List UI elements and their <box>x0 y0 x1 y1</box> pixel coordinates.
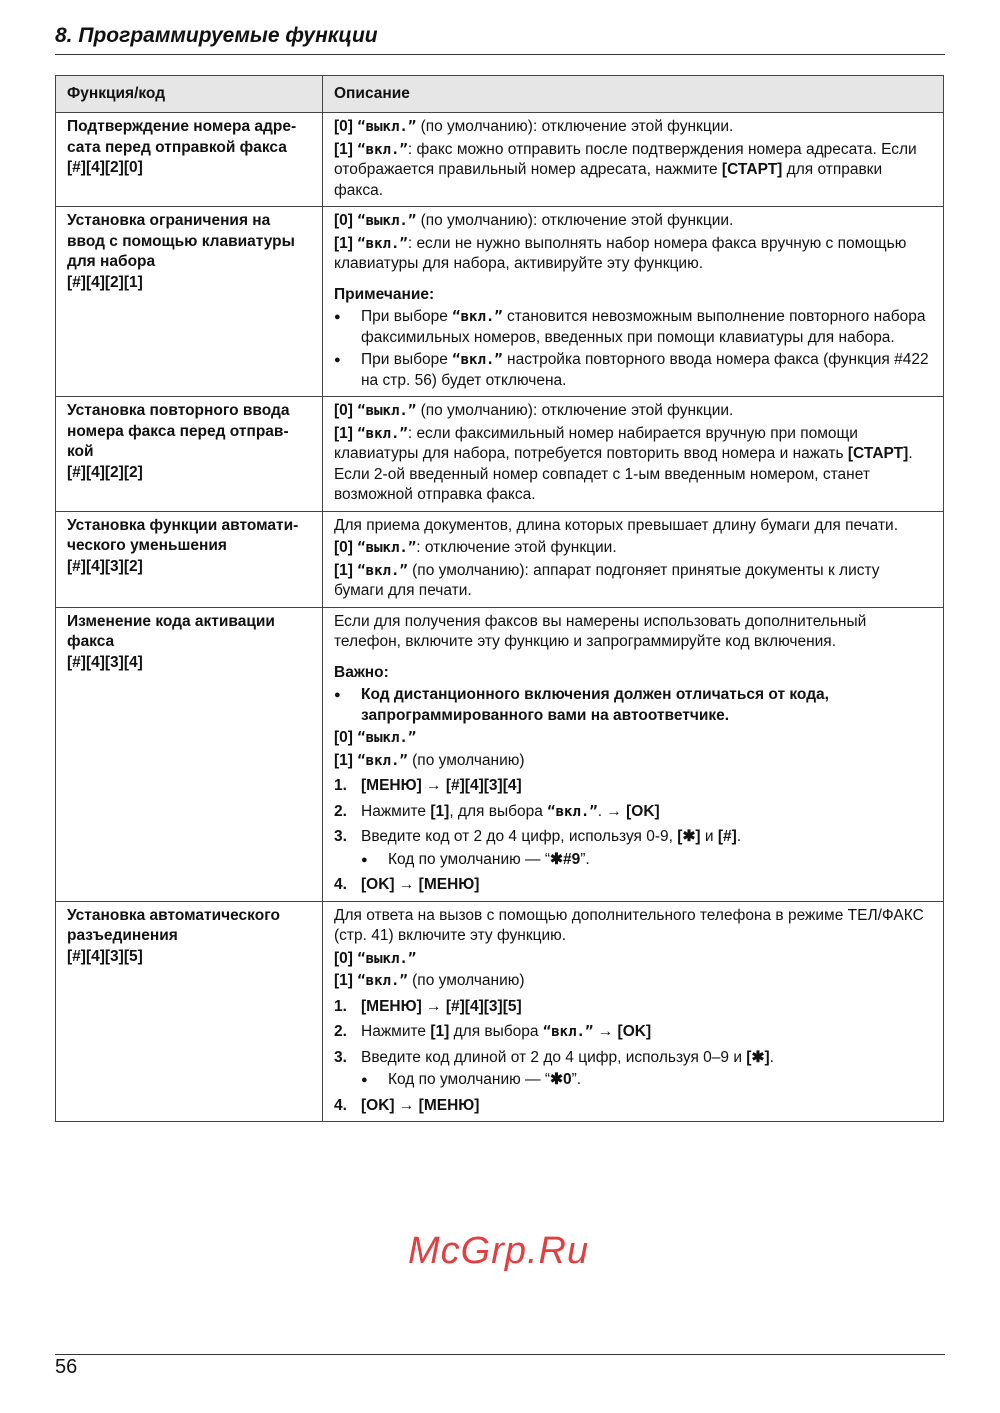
text-segment: Важно: <box>334 663 389 681</box>
key-label: [0] <box>334 729 358 746</box>
display-text: “вкл.” <box>357 973 408 989</box>
text-segment: : если не нужно выполнять набор номера факса вручную с помощью клавиатуры для набора, активируйте эту функцию. <box>334 234 907 272</box>
text-segment: . Если 2-ой введенный номер совпадет с 1-ым введенным номером, станет возможной отправка факса. <box>334 445 913 503</box>
description-cell <box>323 397 944 512</box>
description-line <box>334 685 932 726</box>
key-label: [OK] <box>626 802 660 820</box>
function-name-line: разъединения <box>67 927 178 944</box>
key-label: [СТАРТ] <box>721 161 783 178</box>
description-line <box>334 350 932 391</box>
display-text: “выкл.” <box>357 540 417 556</box>
table-row <box>56 207 944 397</box>
text-segment: . → <box>597 802 627 820</box>
key-label: [1] <box>430 1023 450 1040</box>
description-cell <box>323 901 944 1122</box>
function-cell <box>56 511 323 607</box>
key-label: [1] <box>430 802 450 820</box>
text-segment: Введите код длиной от 2 до 4 цифр, используя 0–9 и <box>361 1048 747 1066</box>
description-line <box>334 827 932 848</box>
display-text: “вкл.” <box>452 352 503 368</box>
function-name-line: Установка повторного ввода <box>67 402 290 419</box>
text-segment: Введите код от 2 до 4 цифр, используя 0-9, <box>361 828 678 845</box>
text-segment: Код дистанционного включения должен отличаться от кода, запрограммированного вами на автоответчике. <box>361 686 829 724</box>
function-name-line: для набора <box>67 253 156 270</box>
description-line <box>334 140 932 202</box>
key-label: [0] <box>334 118 358 135</box>
key-label: [✱] <box>746 1048 770 1066</box>
description-line <box>334 802 932 823</box>
key-label: [1] <box>334 424 358 442</box>
key-label: [СТАРТ] <box>847 445 909 462</box>
description-cell <box>323 511 944 607</box>
display-text: “вкл.” <box>357 235 408 252</box>
key-label: [0] <box>334 949 358 967</box>
function-cell <box>56 207 323 397</box>
function-name-line: Изменение кода активации <box>67 612 275 630</box>
display-text: “вкл.” <box>357 425 408 442</box>
step-number: 3. <box>334 1048 347 1066</box>
key-label: [0] <box>334 402 358 419</box>
step-number: 4. <box>334 876 347 893</box>
bullet-icon: ● <box>334 354 341 366</box>
text-segment: (по умолчанию): отключение этой функции. <box>416 212 734 229</box>
key-label: [МЕНЮ] → [#][4][3][4] <box>361 777 522 794</box>
text-segment: (по умолчанию) <box>407 751 525 769</box>
function-name-line: кой <box>67 443 94 460</box>
function-cell <box>56 607 323 901</box>
key-label: [OK] → [МЕНЮ] <box>361 1096 480 1114</box>
key-label: [✱] <box>677 828 701 845</box>
display-text: “выкл.” <box>357 403 417 419</box>
function-name-line: [#][4][2][2] <box>67 463 143 481</box>
description-line <box>334 1070 932 1091</box>
key-label: [1] <box>334 234 358 252</box>
key-label: [#] <box>717 828 737 845</box>
key-label: [1] <box>334 751 358 769</box>
key-label: [1] <box>334 140 358 158</box>
step-number: 2. <box>334 1023 347 1040</box>
step-number: 3. <box>334 828 347 845</box>
display-text: “выкл.” <box>357 213 417 229</box>
text-segment: Для ответа на вызов с помощью дополнительного телефона в режиме ТЕЛ/ФАКС (стр. 41) включите эту функцию. <box>334 906 924 944</box>
table-row <box>56 511 944 607</box>
table-header-row <box>56 76 944 113</box>
step-number: 2. <box>334 802 347 820</box>
text-segment: : факс можно отправить после подтверждения номера адресата. Если отображается правильный номер адресата, нажмите <box>334 140 917 178</box>
text-segment: ”. <box>580 850 590 868</box>
text-segment: Код по умолчанию — “ <box>388 1071 551 1088</box>
text-segment: . <box>769 1048 774 1066</box>
description-line <box>334 906 932 947</box>
section-title: 8. Программируемые функции <box>55 24 378 47</box>
text-segment: ”. <box>571 1071 582 1088</box>
description-line <box>334 612 932 653</box>
watermark-logo: McGrp.Ru <box>408 1230 590 1272</box>
text-segment: (по умолчанию): аппарат подгоняет принятые документы к листу бумаги для печати. <box>334 561 880 599</box>
key-label: [0] <box>334 539 358 556</box>
function-name-line: сата перед отправкой факса <box>67 138 287 156</box>
function-name-line: ввод с помощью клавиатуры <box>67 232 295 250</box>
text-segment: ✱#9 <box>550 850 581 868</box>
description-line <box>334 875 932 896</box>
description-line <box>334 751 932 772</box>
text-segment: , для выбора <box>449 802 548 820</box>
description-line <box>334 850 932 871</box>
function-cell <box>56 901 323 1122</box>
function-name-line: факса <box>67 633 115 650</box>
function-name-line: [#][4][3][4] <box>67 653 143 671</box>
description-line <box>334 561 932 602</box>
description-cell <box>323 607 944 901</box>
key-label: [1] <box>334 561 358 579</box>
bullet-icon: ● <box>334 689 341 701</box>
description-line <box>334 1022 932 1043</box>
table-row <box>56 397 944 512</box>
description-line <box>334 117 932 138</box>
page-number: 56 <box>55 1356 78 1378</box>
description-line <box>334 538 932 559</box>
text-segment: : если факсимильный номер набирается вручную при помощи клавиатуры для набора, потребуется повторить ввод номера и нажать <box>334 424 858 462</box>
text-segment: для отправки факса. <box>334 161 883 199</box>
text-segment: : отключение этой функции. <box>416 539 617 556</box>
display-text: “вкл.” <box>452 309 503 325</box>
text-segment: Для приема документов, длина которых превышает длину бумаги для печати. <box>334 516 899 534</box>
table-row <box>56 901 944 1122</box>
text-segment: → <box>593 1023 618 1040</box>
text-segment: При выборе <box>361 351 453 368</box>
text-segment: При выборе <box>361 308 453 325</box>
text-segment: (по умолчанию): отключение этой функции. <box>416 402 734 419</box>
column-header-function: Функция/код <box>56 76 323 113</box>
display-text: “вкл.” <box>542 1024 594 1040</box>
description-line <box>334 728 932 749</box>
description-line <box>334 1048 932 1069</box>
description-cell <box>323 113 944 207</box>
table-row <box>56 113 944 207</box>
function-name-line: ческого уменьшения <box>67 537 227 554</box>
key-label: [OK] → [МЕНЮ] <box>361 876 480 893</box>
description-line <box>334 307 932 348</box>
description-line <box>334 776 932 797</box>
text-segment: настройка повторного ввода номера факса (функция #422 на стр. 56) будет отключена. <box>361 351 929 389</box>
table-row <box>56 607 944 901</box>
description-line <box>334 949 932 970</box>
function-name-line: Подтверждение номера адре- <box>67 118 297 135</box>
description-line <box>334 424 932 506</box>
display-text: “вкл.” <box>357 141 408 158</box>
display-text: “выкл.” <box>357 730 417 746</box>
bullet-icon: ● <box>361 853 368 866</box>
text-segment: Код по умолчанию — “ <box>388 850 551 868</box>
step-number: 1. <box>334 777 347 794</box>
function-cell <box>56 113 323 207</box>
header-divider <box>55 54 945 55</box>
step-number: 1. <box>334 997 347 1015</box>
text-segment: (по умолчанию) <box>407 972 525 989</box>
display-text: “вкл.” <box>357 752 408 769</box>
text-segment: Нажмите <box>361 802 431 820</box>
display-text: “вкл.” <box>357 562 408 579</box>
description-line <box>334 663 932 684</box>
key-label: [0] <box>334 212 358 229</box>
description-line <box>334 285 932 306</box>
description-line <box>334 234 932 275</box>
function-name-line: [#][4][3][2] <box>67 557 143 575</box>
step-number: 4. <box>334 1096 347 1114</box>
text-segment: Если для получения факсов вы намерены использовать дополнительный телефон, включите эту функцию и запрограммируйте код включения. <box>334 612 867 650</box>
function-name-line: Установка ограничения на <box>67 212 271 229</box>
description-line <box>334 211 932 232</box>
footer-divider <box>55 1354 945 1355</box>
function-name-line: Установка автоматического <box>67 906 280 924</box>
description-line <box>334 997 932 1018</box>
function-name-line: [#][4][2][0] <box>67 159 143 176</box>
function-name-line: [#][4][2][1] <box>67 273 143 291</box>
description-line <box>334 401 932 422</box>
text-segment: (по умолчанию): отключение этой функции. <box>416 118 734 135</box>
display-text: “вкл.” <box>547 803 598 820</box>
bullet-icon: ● <box>334 311 341 323</box>
key-label: [МЕНЮ] → [#][4][3][5] <box>361 997 522 1015</box>
display-text: “выкл.” <box>357 119 417 135</box>
column-header-description: Описание <box>323 76 944 113</box>
text-segment: становится невозможным выполнение повторного набора факсимильных номеров, введенных при помощи клавиатуры для набора. <box>361 308 926 346</box>
text-segment: . <box>736 828 742 845</box>
description-line <box>334 1096 932 1117</box>
description-line <box>334 516 932 537</box>
description-line <box>334 971 932 992</box>
text-segment: Примечание: <box>334 285 435 303</box>
display-text: “выкл.” <box>357 950 417 967</box>
text-segment: ✱0 <box>550 1071 572 1088</box>
function-name-line: номера факса перед отправ- <box>67 422 289 440</box>
function-name-line: [#][4][3][5] <box>67 947 143 965</box>
key-label: [OK] <box>617 1023 652 1040</box>
text-segment: и <box>700 828 718 845</box>
key-label: [1] <box>334 972 358 989</box>
functions-table <box>55 75 944 1122</box>
function-cell <box>56 397 323 512</box>
description-cell <box>323 207 944 397</box>
text-segment: для выбора <box>449 1023 543 1040</box>
text-segment: Нажмите <box>361 1023 431 1040</box>
bullet-icon: ● <box>361 1074 368 1086</box>
function-name-line: Установка функции автомати- <box>67 516 299 534</box>
